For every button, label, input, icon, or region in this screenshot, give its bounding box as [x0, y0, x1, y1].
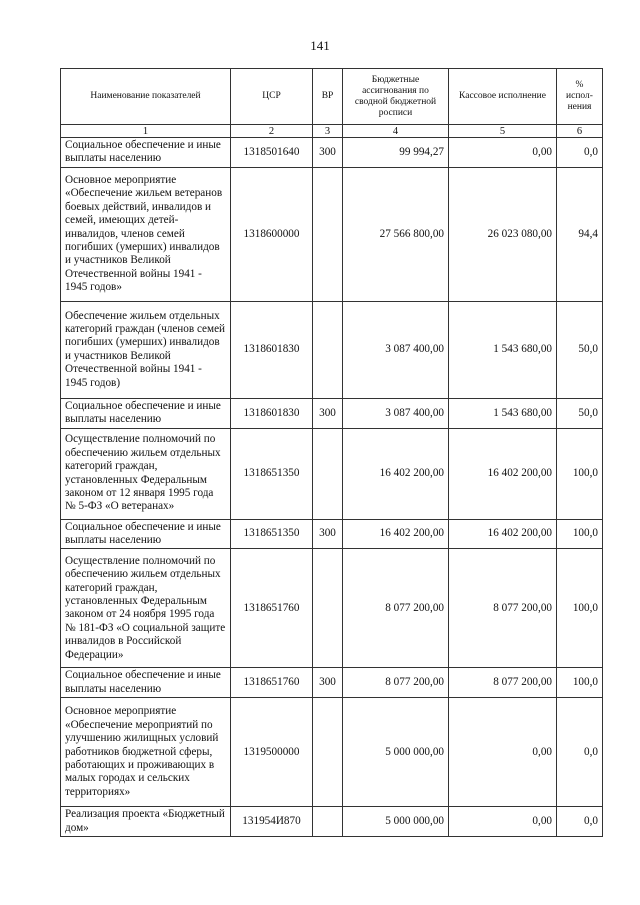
row-name: Обеспечение жильем отдельных категорий граждан (членов семей погибших (умерших) инвалидов и участников Великой Отечественной войны 1941 - 1945 годов)	[61, 301, 231, 398]
column-header-vr: ВР	[313, 69, 343, 125]
row-cash: 0,00	[449, 138, 557, 168]
column-number: 5	[449, 125, 557, 138]
column-number: 4	[343, 125, 449, 138]
row-vr	[313, 428, 343, 519]
row-vr	[313, 698, 343, 807]
row-csr: 1318601830	[231, 398, 313, 428]
row-vr	[313, 301, 343, 398]
row-vr: 300	[313, 398, 343, 428]
row-budget: 16 402 200,00	[343, 428, 449, 519]
row-csr: 1318651760	[231, 668, 313, 698]
row-cash: 16 402 200,00	[449, 428, 557, 519]
row-percent: 100,0	[557, 549, 603, 668]
row-percent: 94,4	[557, 167, 603, 301]
row-csr: 1318601830	[231, 301, 313, 398]
row-percent: 100,0	[557, 668, 603, 698]
row-budget: 27 566 800,00	[343, 167, 449, 301]
column-number: 2	[231, 125, 313, 138]
row-cash: 8 077 200,00	[449, 668, 557, 698]
column-number: 6	[557, 125, 603, 138]
row-budget: 3 087 400,00	[343, 398, 449, 428]
row-cash: 1 543 680,00	[449, 398, 557, 428]
row-budget: 8 077 200,00	[343, 668, 449, 698]
row-csr: 1318501640	[231, 138, 313, 168]
row-percent: 0,0	[557, 807, 603, 837]
budget-table	[60, 68, 603, 837]
row-name: Реализация проекта «Бюджетный дом»	[61, 807, 231, 837]
table-row	[61, 301, 603, 398]
row-name: Осуществление полномочий по обеспечению жильем отдельных категорий граждан, установленных Федеральным законом от 12 января 1995 года № 5-ФЗ «О ветеранах»	[61, 428, 231, 519]
row-vr: 300	[313, 138, 343, 168]
row-cash: 8 077 200,00	[449, 549, 557, 668]
row-budget: 5 000 000,00	[343, 698, 449, 807]
row-vr	[313, 807, 343, 837]
table-row	[61, 668, 603, 698]
page-number: 141	[310, 38, 330, 53]
column-header-budget: Бюджетные ассигнования по сводной бюджетной росписи	[343, 69, 449, 125]
row-percent: 50,0	[557, 301, 603, 398]
row-percent: 0,0	[557, 138, 603, 168]
row-budget: 3 087 400,00	[343, 301, 449, 398]
row-percent: 50,0	[557, 398, 603, 428]
table-row	[61, 807, 603, 837]
row-budget: 8 077 200,00	[343, 549, 449, 668]
row-budget: 16 402 200,00	[343, 519, 449, 549]
row-csr: 1318600000	[231, 167, 313, 301]
table-row	[61, 138, 603, 168]
row-name: Социальное обеспечение и иные выплаты населению	[61, 398, 231, 428]
row-budget: 99 994,27	[343, 138, 449, 168]
row-vr	[313, 167, 343, 301]
row-vr	[313, 549, 343, 668]
table-row	[61, 549, 603, 668]
column-header-name: Наименование показателей	[61, 69, 231, 125]
column-number-row	[61, 125, 603, 138]
table-row	[61, 428, 603, 519]
row-name: Основное мероприятие «Обеспечение мероприятий по улучшению жилищных условий работников бюджетной сферы, работающих и проживающих в малых городах и сельских территориях»	[61, 698, 231, 807]
row-csr: 1318651350	[231, 428, 313, 519]
row-csr: 1318651760	[231, 549, 313, 668]
row-name: Основное мероприятие «Обеспечение жильем ветеранов боевых действий, инвалидов и семей, имеющих детей-инвалидов, членов семей погибших (умерших) инвалидов и участников Великой Отечественной войны 1941 - 1945 годов»	[61, 167, 231, 301]
row-cash: 26 023 080,00	[449, 167, 557, 301]
row-vr: 300	[313, 668, 343, 698]
row-cash: 0,00	[449, 698, 557, 807]
row-budget: 5 000 000,00	[343, 807, 449, 837]
row-percent: 0,0	[557, 698, 603, 807]
column-header-csr: ЦСР	[231, 69, 313, 125]
row-cash: 1 543 680,00	[449, 301, 557, 398]
row-percent: 100,0	[557, 519, 603, 549]
table-row	[61, 698, 603, 807]
row-name: Социальное обеспечение и иные выплаты населению	[61, 519, 231, 549]
column-header-cash: Кассовое исполнение	[449, 69, 557, 125]
row-percent: 100,0	[557, 428, 603, 519]
table-row	[61, 167, 603, 301]
table-body	[61, 138, 603, 837]
row-csr: 1319500000	[231, 698, 313, 807]
row-name: Осуществление полномочий по обеспечению жильем отдельных категорий граждан, установленных Федеральным законом от 24 ноября 1995 года № 181-ФЗ «О социальной защите инвалидов в Российской Федерации»	[61, 549, 231, 668]
column-number: 1	[61, 125, 231, 138]
row-cash: 0,00	[449, 807, 557, 837]
column-number: 3	[313, 125, 343, 138]
row-cash: 16 402 200,00	[449, 519, 557, 549]
column-header-percent: % испол-нения	[557, 69, 603, 125]
row-csr: 1318651350	[231, 519, 313, 549]
table-row	[61, 519, 603, 549]
row-name: Социальное обеспечение и иные выплаты населению	[61, 668, 231, 698]
table-row	[61, 398, 603, 428]
table-header-row	[61, 69, 603, 125]
row-vr: 300	[313, 519, 343, 549]
row-csr: 131954И870	[231, 807, 313, 837]
row-name: Социальное обеспечение и иные выплаты населению	[61, 138, 231, 168]
